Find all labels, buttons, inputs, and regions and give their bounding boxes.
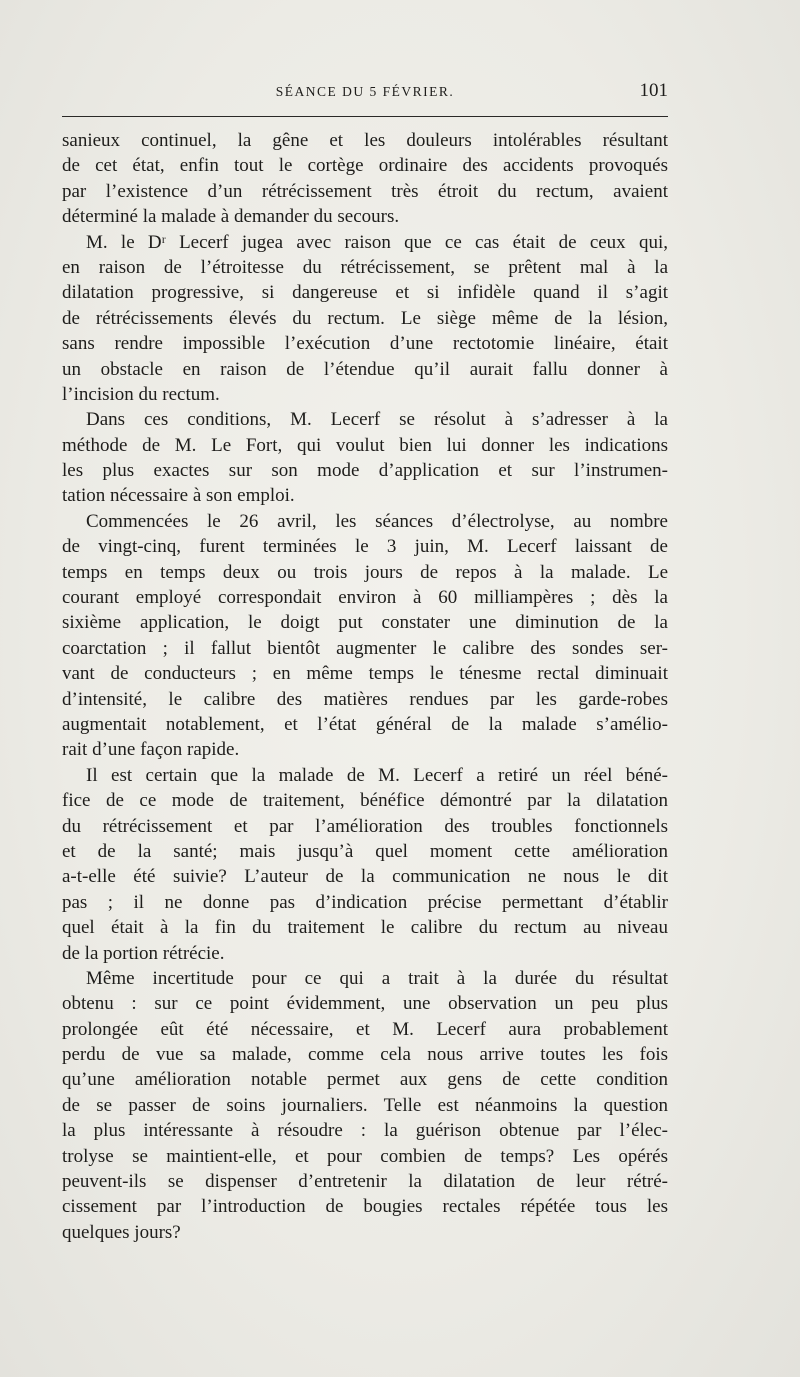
text-line: de la portion rétrécie. [62,942,225,964]
text-line: cissement par l’introduction de bougies rectales répétée tous les [62,1196,668,1218]
text-line: un obstacle en raison de l’étendue qu’il aurait fallu donner à [62,358,668,380]
text-line: et de la santé; mais jusqu’à quel moment cette amélioration [62,840,668,862]
text-line: tation nécessaire à son emploi. [62,485,295,507]
page-number: 101 [639,80,668,101]
text-line: a-t-elle été suivie? L’auteur de la communication ne nous le dit [62,866,668,888]
text-line: rait d’une façon rapide. [62,739,240,761]
text-line: peuvent-ils se dispenser d’entretenir la dilatation de leur rétré- [62,1171,668,1193]
text-line: Il est certain que la malade de M. Lecerf a retiré un réel béné- [86,764,668,786]
text-line: de se passer de soins journaliers. Telle est néanmoins la question [62,1094,668,1116]
text-line: l’incision du rectum. [62,383,220,405]
text-line: trolyse se maintient-elle, et pour combien de temps? Les opérés [62,1145,668,1167]
text-line: coarctation ; il fallut bientôt augmenter le calibre des sondes ser- [62,637,668,659]
text-line: dilatation progressive, si dangereuse et si infidèle quand il s’agit [62,282,668,304]
text-line: prolongée eût été nécessaire, et M. Lecerf aura probablement [62,1018,668,1040]
body-text [62,128,668,1245]
text-line: vant de conducteurs ; en même temps le ténesme rectal diminuait [62,663,668,685]
text-line: méthode de M. Le Fort, qui voulut bien lui donner les indications [62,434,668,456]
text-line: quel était à la fin du traitement le calibre du rectum au niveau [62,917,668,939]
text-line: les plus exactes sur son mode d’application et sur l’instrumen- [62,460,668,482]
text-line: Dans ces conditions, M. Lecerf se résolut à s’adresser à la [86,409,668,431]
text-line: fice de ce mode de traitement, bénéfice démontré par la dilatation [62,790,668,812]
text-line: de cet état, enfin tout le cortège ordinaire des accidents provoqués [62,155,668,177]
text-line: sans rendre impossible l’exécution d’une rectotomie linéaire, était [62,333,668,355]
text-line: qu’une amélioration notable permet aux gens de cette condition [62,1069,668,1091]
header-rule [62,116,668,117]
running-header [62,80,668,104]
text-line: pas ; il ne donne pas d’indication précise permettant d’établir [62,891,668,913]
text-line: Même incertitude pour ce qui a trait à la durée du résultat [86,967,668,989]
text-line: Commencées le 26 avril, les séances d’électrolyse, au nombre [86,510,668,532]
text-line: sixième application, le doigt put constater une diminution de la [62,612,668,634]
text-line: temps en temps deux ou trois jours de repos à la malade. Le [62,561,668,583]
text-line: de rétrécissements élevés du rectum. Le siège même de la lésion, [62,307,668,329]
text-line: sanieux continuel, la gêne et les douleurs intolérables résultant [62,130,668,151]
text-line: déterminé la malade à demander du secours. [62,206,400,228]
text-line: la plus intéressante à résoudre : la guérison obtenue par l’élec- [62,1120,668,1142]
running-title: SÉANCE DU 5 FÉVRIER. [275,84,455,99]
text-line: par l’existence d’un rétrécissement très étroit du rectum, avaient [62,180,668,202]
text-line: augmentait notablement, et l’état général de la malade s’amélio- [62,713,668,735]
text-line: quelques jours? [62,1221,181,1243]
text-line: de vingt-cinq, furent terminées le 3 juin, M. Lecerf laissant de [62,536,668,558]
text-line: courant employé correspondait environ à 60 milliampères ; dès la [62,587,668,609]
text-line: du rétrécissement et par l’amélioration des troubles fonctionnels [62,815,668,837]
text-line: M. le Dʳ Lecerf jugea avec raison que ce cas était de ceux qui, [86,231,668,253]
text-line: d’intensité, le calibre des matières rendues par les garde-robes [62,688,668,710]
text-line: en raison de l’étroitesse du rétrécissement, se prêtent mal à la [62,256,668,278]
text-line: obtenu : sur ce point évidemment, une observation un peu plus [62,993,668,1015]
text-line: perdu de vue sa malade, comme cela nous arrive toutes les fois [62,1044,668,1066]
